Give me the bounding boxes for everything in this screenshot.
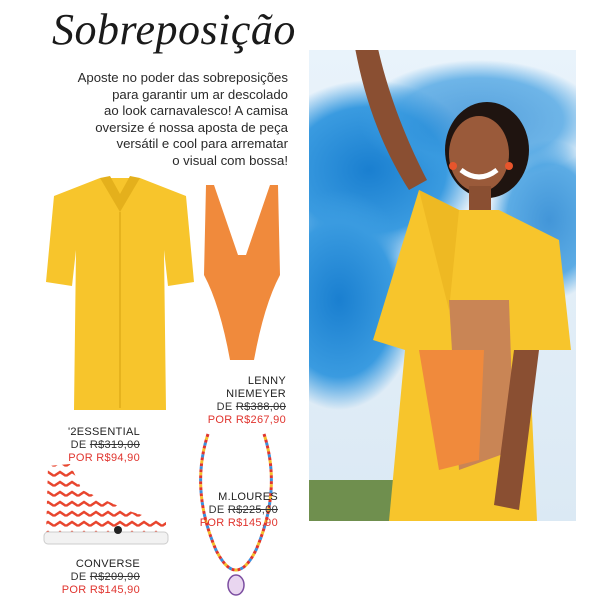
intro-text xyxy=(30,70,288,170)
page-title: Sobreposição xyxy=(52,5,296,54)
intro-line: oversize é nossa aposta de peça xyxy=(95,119,288,135)
product-old-price: DE R$209,90 xyxy=(70,571,140,583)
product-brand: CONVERSE xyxy=(75,558,140,570)
product-old-price: DE R$319,00 xyxy=(70,439,140,451)
product-sneaker[interactable] xyxy=(42,460,172,555)
orange-swimsuit-icon xyxy=(198,185,286,370)
model-photo xyxy=(309,50,576,521)
product-shirt[interactable] xyxy=(46,172,194,417)
intro-line: o visual com bossa! xyxy=(172,152,288,168)
caption-sneaker xyxy=(58,558,140,597)
product-brand: M.LOURES xyxy=(218,491,278,503)
product-brand: '2ESSENTIAL xyxy=(67,426,140,438)
product-old-price: DE R$225,00 xyxy=(208,504,278,516)
caption-swimsuit xyxy=(196,375,286,427)
product-old-price: DE R$388,00 xyxy=(216,401,286,413)
product-sale-price: POR R$145,90 xyxy=(199,517,278,529)
intro-line: ao look carnavalesco! A camisa xyxy=(104,103,288,119)
intro-line: Aposte no poder das sobreposições xyxy=(77,70,288,85)
product-sale-price: POR R$267,90 xyxy=(207,414,286,426)
intro-line: para garantir um ar descolado xyxy=(112,86,288,102)
yellow-shirt-icon xyxy=(46,172,194,412)
sneaker-icon xyxy=(42,460,172,550)
product-swimsuit[interactable] xyxy=(198,185,286,375)
product-sale-price: POR R$94,90 xyxy=(68,452,140,464)
product-sale-price: POR R$145,90 xyxy=(61,584,140,596)
model-photo-illustration xyxy=(309,50,576,521)
intro-line: versátil e cool para arrematar xyxy=(116,136,288,152)
caption-necklace xyxy=(196,491,278,530)
product-brand: LENNY NIEMEYER xyxy=(226,375,286,400)
